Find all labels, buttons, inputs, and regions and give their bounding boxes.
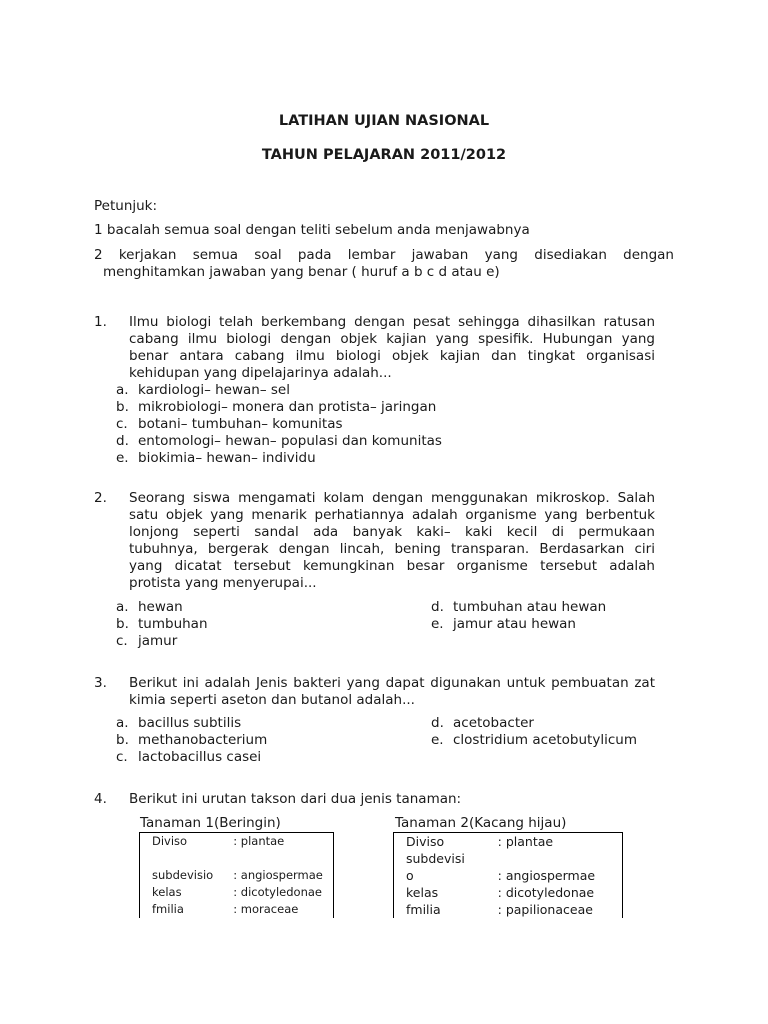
question-text-line: protista yang menyerupai... [129,575,317,591]
question-text-line: lonjong seperti sandal ada banyak kaki– kaki kecil di permukaan [129,524,655,540]
table-row: subdevisio : angiospermae [152,868,323,882]
option-a[interactable]: a. kardiologi– hewan– sel [116,382,290,398]
table-row: kelas : dicotyledonae [152,885,322,899]
table-row: o : angiospermae [406,868,596,883]
table-row: subdevisi [406,851,465,866]
instruction-2-line2: menghitamkan jawaban yang benar ( huruf a b c d atau e) [103,264,500,280]
option-b[interactable]: b. tumbuhan [116,616,208,632]
plant-2-label: Tanaman 2(Kacang hijau) [395,815,567,831]
question-text-line: Ilmu biologi telah berkembang dengan pesat sehingga dihasilkan ratusan [129,314,655,330]
option-c[interactable]: c. botani– tumbuhan– komunitas [116,416,343,432]
option-d[interactable]: d. tumbuhan atau hewan [431,599,607,615]
option-e[interactable]: e. clostridium acetobutylicum [431,732,637,748]
table-row: Diviso : plantae [152,834,285,848]
option-d[interactable]: d. entomologi– hewan– populasi dan komunitas [116,433,442,449]
plant-1-taxonomy-table [139,832,334,918]
question-text-line: satu objek yang menarik perhatiannya adalah organisme yang berbentuk [129,507,655,523]
option-b[interactable]: b. methanobacterium [116,732,268,748]
page-title: LATIHAN UJIAN NASIONAL [278,113,490,129]
question-text-line: Berikut ini adalah Jenis bakteri yang dapat digunakan untuk pembuatan zat [129,675,655,691]
table-row: kelas : dicotyledonae [406,885,595,900]
question-text-line: benar antara cabang ilmu biologi objek kajian dan tingkat organisasi [129,348,655,364]
option-c[interactable]: c. lactobacillus casei [116,749,262,765]
table-row: fmilia : papilionaceae [406,902,593,917]
table-row: Diviso : plantae [406,834,554,849]
option-c[interactable]: c. jamur [116,633,178,649]
plant-2-taxonomy-table [393,832,623,918]
instruction-1: 1 bacalah semua soal dengan teliti sebelum anda menjawabnya [94,222,530,238]
option-d[interactable]: d. acetobacter [431,715,534,731]
option-b[interactable]: b. mikrobiologi– monera dan protista– jaringan [116,399,437,415]
options-right [431,715,637,749]
question-number: 4. [94,791,107,807]
option-e[interactable]: e. jamur atau hewan [431,616,576,632]
question-number: 1. [94,314,107,330]
option-e[interactable]: e. biokimia– hewan– individu [116,450,316,466]
question-number: 3. [94,675,107,691]
page-subtitle: TAHUN PELAJARAN 2011/2012 [261,147,507,163]
question-text-line: Seorang siswa mengamati kolam dengan menggunakan mikroskop. Salah [129,490,655,506]
plant-1-label: Tanaman 1(Beringin) [140,815,281,831]
question-text-line: cabang ilmu biologi dengan objek kajian yang spesifik. Hubungan yang [129,331,655,347]
question-number: 2. [94,490,107,506]
option-a[interactable]: a. bacillus subtilis [116,715,242,731]
table-row: fmilia : moraceae [152,902,299,916]
instructions-heading: Petunjuk: [94,198,158,214]
options-left [116,715,267,766]
options-left [116,599,208,650]
question-text-line: yang dicatat tersebut kemungkinan besar organisme tersebut adalah [129,558,655,574]
question-text-line: kimia seperti aseton dan butanol adalah... [129,692,415,708]
options-list [116,382,442,467]
question-text-line: Berikut ini urutan takson dari dua jenis tanaman: [129,791,462,807]
question-text-line: tubuhnya, bergerak dengan lincah, bening transparan. Berdasarkan ciri [129,541,655,557]
question-text-line: kehidupan yang dipelajarinya adalah... [129,365,392,381]
instruction-2-line1: 2 kerjakan semua soal pada lembar jawaban yang disediakan dengan [94,247,674,263]
options-right [431,599,606,633]
option-a[interactable]: a. hewan [116,599,183,615]
